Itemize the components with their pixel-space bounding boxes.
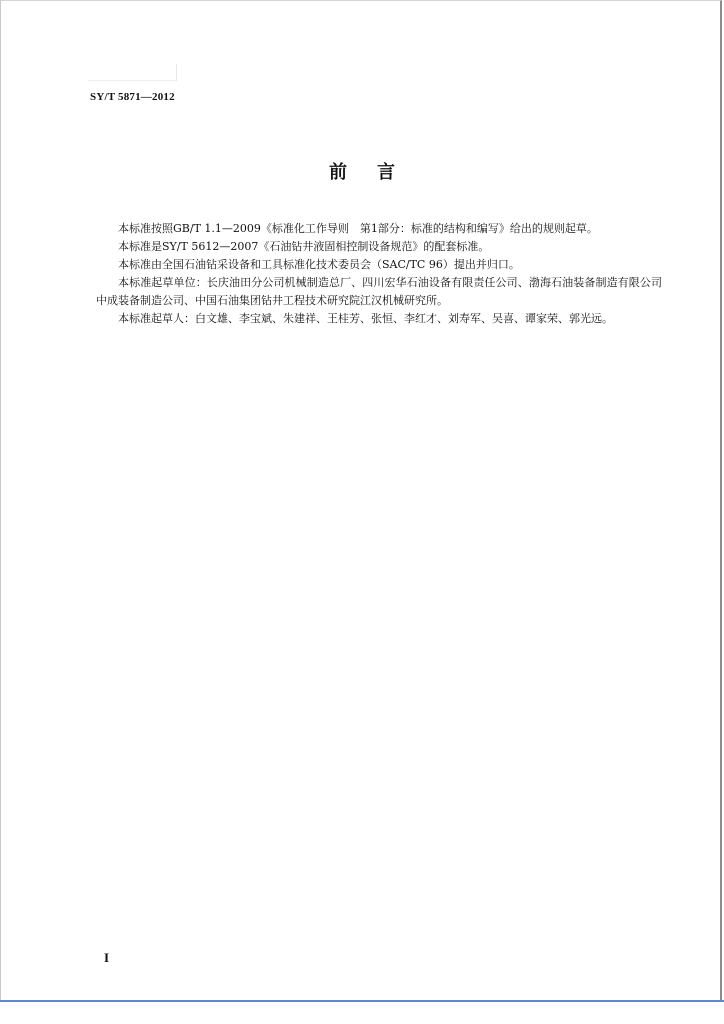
bottom-divider xyxy=(0,1000,724,1002)
paragraph-drafting-units: 本标准起草单位：长庆油田分公司机械制造总厂、四川宏华石油设备有限责任公司、渤海石油装备制造有限公司中成装备制造公司、中国石油集团钻井工程技术研究院江汉机械研究所。 xyxy=(96,276,662,307)
standard-code: SY/T 5871—2012 xyxy=(90,91,175,103)
paragraph-drafting-rules: 本标准按照GB/T 1.1—2009《标准化工作导则 第1部分：标准的结构和编写》给出的规则起草。 xyxy=(118,222,598,235)
paragraph-drafters: 本标准起草人：白文雄、李宝斌、朱建祥、王桂芳、张恒、李红才、刘寿军、吴喜、谭家荣、郭光远。 xyxy=(118,312,613,325)
foreword-body xyxy=(96,220,662,328)
page-title: 前言 xyxy=(329,162,425,183)
page-number: I xyxy=(104,950,110,965)
paragraph-proposer: 本标准由全国石油钻采设备和工具标准化技术委员会（SAC/TC 96）提出并归口。 xyxy=(118,258,520,271)
paragraph-related-standard: 本标准是SY/T 5612—2007《石油钻井液固相控制设备规范》的配套标准。 xyxy=(118,240,490,253)
faint-scan-mark xyxy=(88,64,177,81)
